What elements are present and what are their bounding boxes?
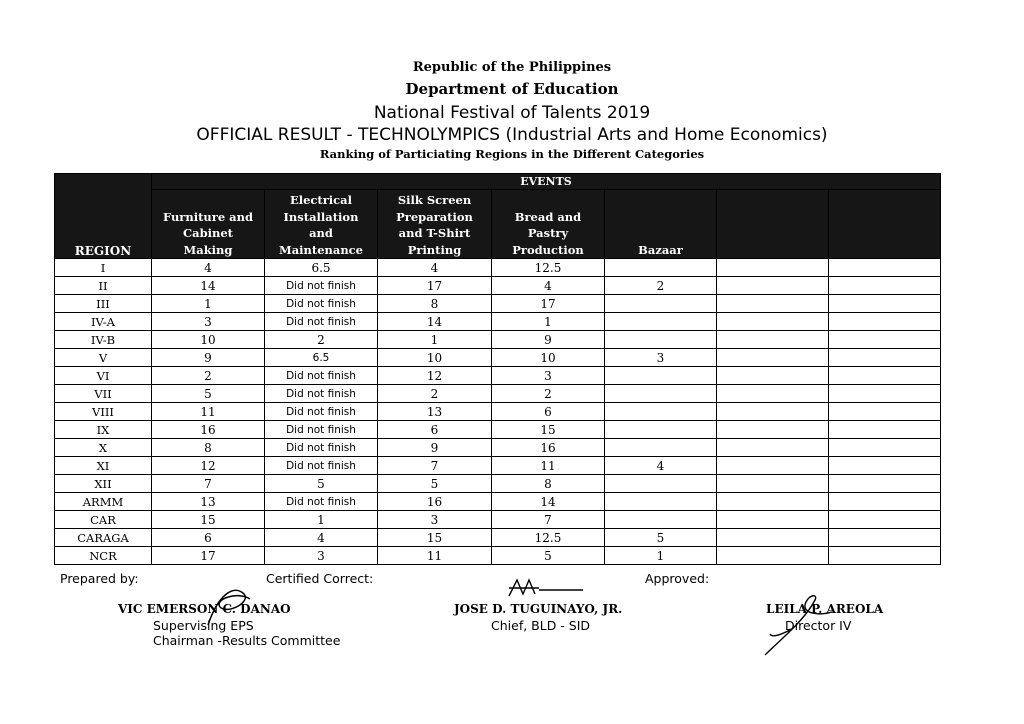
rank-cell: 1: [152, 295, 265, 313]
rank-cell: 2: [605, 277, 717, 295]
approver-name: LEILA P. AREOLA: [766, 602, 884, 616]
rank-cell: [605, 367, 717, 385]
table-row: [55, 349, 941, 367]
certifier-title: Chief, BLD - SID: [491, 618, 591, 633]
rank-cell: [717, 439, 829, 457]
rank-cell: 2: [152, 367, 265, 385]
event-column-header-line: Silk Screen: [397, 193, 472, 207]
event-column-header-line: Production: [512, 242, 584, 257]
event-column-header-line: Installation: [283, 209, 359, 224]
table-row: [55, 385, 941, 403]
table-row: [55, 421, 941, 439]
region-cell: XII: [55, 475, 152, 493]
rank-cell: [829, 529, 941, 547]
rank-cell: [717, 403, 829, 421]
region-cell: IV-B: [55, 331, 152, 349]
rank-cell: [717, 367, 829, 385]
rank-cell: 15: [152, 511, 265, 529]
rank-cell: 6: [378, 421, 492, 439]
rank-cell: [605, 331, 717, 349]
results-table: [54, 173, 941, 565]
rank-cell: 4: [605, 457, 717, 475]
rank-cell: [717, 493, 829, 511]
rank-cell: 8: [492, 475, 605, 493]
rank-cell: 1: [492, 313, 605, 331]
rank-cell: [829, 403, 941, 421]
rank-cell: 5: [605, 529, 717, 547]
table-row: [55, 331, 941, 349]
prepared-by-label: Prepared by:: [60, 571, 139, 586]
rank-cell: Did not finish: [265, 385, 378, 403]
rank-cell: Did not finish: [265, 367, 378, 385]
rank-cell: Did not finish: [265, 313, 378, 331]
rank-cell: 11: [378, 547, 492, 565]
rank-cell: 14: [492, 493, 605, 511]
header-festival: National Festival of Talents 2019: [373, 103, 651, 123]
rank-cell: [605, 259, 717, 277]
header-republic: Republic of the Philippines: [412, 60, 612, 75]
rank-cell: 3: [492, 367, 605, 385]
rank-cell: 3: [152, 313, 265, 331]
event-column-header-line: and: [309, 226, 333, 240]
rank-cell: 5: [378, 475, 492, 493]
rank-cell: 14: [152, 277, 265, 295]
rank-cell: [829, 547, 941, 565]
rank-cell: 16: [378, 493, 492, 511]
rank-cell: 10: [378, 349, 492, 367]
rank-cell: 9: [378, 439, 492, 457]
preparer-name: VIC EMERSON C. DANAO: [118, 602, 291, 616]
event-column-header-line: Preparation: [396, 209, 473, 224]
event-column-header: [605, 190, 717, 259]
region-cell: CAR: [55, 511, 152, 529]
rank-cell: 6.5: [265, 259, 378, 277]
rank-cell: [829, 277, 941, 295]
rank-cell: 8: [378, 295, 492, 313]
rank-cell: [829, 439, 941, 457]
rank-cell: [717, 457, 829, 475]
event-column-header-line: Making: [183, 242, 233, 257]
rank-cell: [717, 313, 829, 331]
rank-cell: 12: [378, 367, 492, 385]
rank-cell: [717, 421, 829, 439]
rank-cell: Did not finish: [265, 421, 378, 439]
table-header: [55, 174, 941, 259]
event-column-header-line: Bazaar: [638, 242, 683, 257]
certified-correct-label: Certified Correct:: [266, 571, 374, 586]
region-cell: NCR: [55, 547, 152, 565]
event-column-header-line: Cabinet: [182, 226, 233, 240]
table-row: [55, 259, 941, 277]
table-body: [55, 259, 941, 565]
rank-cell: [717, 529, 829, 547]
rank-cell: [605, 295, 717, 313]
rank-cell: [717, 331, 829, 349]
rank-cell: 6: [152, 529, 265, 547]
rank-cell: Did not finish: [265, 493, 378, 511]
rank-cell: 2: [378, 385, 492, 403]
table-row: [55, 529, 941, 547]
table-row: [55, 511, 941, 529]
table-row: [55, 367, 941, 385]
rank-cell: [605, 421, 717, 439]
rank-cell: [829, 295, 941, 313]
region-cell: II: [55, 277, 152, 295]
rank-cell: 13: [378, 403, 492, 421]
rank-cell: [717, 277, 829, 295]
header-ranking-title: Ranking of Particiating Regions in the Different Categories: [319, 147, 705, 161]
table-row: [55, 403, 941, 421]
approved-label: Approved:: [645, 571, 710, 586]
approver-title: Director IV: [785, 618, 852, 633]
header-department: Department of Education: [405, 80, 619, 98]
rank-cell: [605, 313, 717, 331]
rank-cell: 15: [492, 421, 605, 439]
event-column-header-line: Pastry: [527, 226, 569, 240]
rank-cell: [829, 493, 941, 511]
region-column-header: REGION: [55, 174, 152, 259]
region-cell: XI: [55, 457, 152, 475]
table-row: [55, 439, 941, 457]
rank-cell: 5: [492, 547, 605, 565]
rank-cell: 1: [605, 547, 717, 565]
rank-cell: [717, 385, 829, 403]
rank-cell: 4: [152, 259, 265, 277]
rank-cell: 4: [378, 259, 492, 277]
event-column-header: [829, 190, 941, 259]
event-column-header-line: Furniture and: [162, 209, 254, 224]
event-column-header-line: Electrical: [289, 193, 352, 207]
rank-cell: [605, 403, 717, 421]
region-cell: VI: [55, 367, 152, 385]
rank-cell: [829, 259, 941, 277]
rank-cell: 1: [378, 331, 492, 349]
rank-cell: 10: [492, 349, 605, 367]
rank-cell: 11: [492, 457, 605, 475]
rank-cell: [717, 475, 829, 493]
table-row: [55, 493, 941, 511]
region-cell: IV-A: [55, 313, 152, 331]
region-cell: I: [55, 259, 152, 277]
event-column-header-line: Printing: [407, 242, 462, 257]
rank-cell: Did not finish: [265, 439, 378, 457]
rank-cell: [717, 511, 829, 529]
region-cell: VII: [55, 385, 152, 403]
rank-cell: 12.5: [492, 259, 605, 277]
rank-cell: 17: [152, 547, 265, 565]
region-cell: VIII: [55, 403, 152, 421]
table-row: [55, 547, 941, 565]
table-row: [55, 475, 941, 493]
rank-cell: 3: [605, 349, 717, 367]
rank-cell: 9: [492, 331, 605, 349]
rank-cell: [605, 511, 717, 529]
rank-cell: [605, 439, 717, 457]
rank-cell: 4: [492, 277, 605, 295]
event-column-header: [492, 190, 605, 259]
rank-cell: 16: [492, 439, 605, 457]
rank-cell: Did not finish: [265, 295, 378, 313]
rank-cell: 10: [152, 331, 265, 349]
rank-cell: 2: [265, 331, 378, 349]
rank-cell: 6.5: [265, 349, 378, 367]
rank-cell: 3: [265, 547, 378, 565]
certifier-name: JOSE D. TUGUINAYO, JR.: [454, 602, 623, 616]
event-column-header-line: Bread and: [514, 209, 582, 224]
table-row: [55, 277, 941, 295]
rank-cell: [829, 385, 941, 403]
rank-cell: [829, 367, 941, 385]
rank-cell: 12.5: [492, 529, 605, 547]
rank-cell: [717, 259, 829, 277]
rank-cell: Did not finish: [265, 277, 378, 295]
rank-cell: 12: [152, 457, 265, 475]
event-column-header-line: Maintenance: [278, 242, 364, 257]
rank-cell: [829, 313, 941, 331]
rank-cell: 7: [492, 511, 605, 529]
event-column-header: [265, 190, 378, 259]
table-row: [55, 295, 941, 313]
rank-cell: 5: [152, 385, 265, 403]
rank-cell: 2: [492, 385, 605, 403]
rank-cell: 7: [378, 457, 492, 475]
rank-cell: 7: [152, 475, 265, 493]
rank-cell: 9: [152, 349, 265, 367]
rank-cell: 3: [378, 511, 492, 529]
rank-cell: [717, 547, 829, 565]
rank-cell: 17: [378, 277, 492, 295]
rank-cell: 8: [152, 439, 265, 457]
rank-cell: [829, 475, 941, 493]
rank-cell: [829, 511, 941, 529]
event-column-header-line: and T-Shirt: [398, 226, 471, 240]
region-cell: III: [55, 295, 152, 313]
table-row: [55, 457, 941, 475]
rank-cell: 6: [492, 403, 605, 421]
event-column-header: [378, 190, 492, 259]
certifier-signature: [505, 576, 585, 600]
region-cell: ARMM: [55, 493, 152, 511]
rank-cell: 16: [152, 421, 265, 439]
region-cell: V: [55, 349, 152, 367]
rank-cell: 15: [378, 529, 492, 547]
rank-cell: 5: [265, 475, 378, 493]
region-cell: X: [55, 439, 152, 457]
header-official-result: OFFICIAL RESULT - TECHNOLYMPICS (Industrial Arts and Home Economics): [196, 125, 828, 145]
event-column-header: [152, 190, 265, 259]
rank-cell: 4: [265, 529, 378, 547]
preparer-role: Chairman -Results Committee: [153, 633, 341, 648]
event-column-header: [717, 190, 829, 259]
rank-cell: [829, 349, 941, 367]
rank-cell: 17: [492, 295, 605, 313]
rank-cell: [605, 493, 717, 511]
rank-cell: Did not finish: [265, 457, 378, 475]
region-cell: CARAGA: [55, 529, 152, 547]
events-header: EVENTS: [152, 174, 941, 190]
rank-cell: 13: [152, 493, 265, 511]
preparer-title: Supervising EPS: [153, 618, 254, 633]
rank-cell: [717, 295, 829, 313]
table-row: [55, 313, 941, 331]
rank-cell: [605, 475, 717, 493]
rank-cell: [829, 457, 941, 475]
rank-cell: [605, 385, 717, 403]
rank-cell: 14: [378, 313, 492, 331]
rank-cell: [717, 349, 829, 367]
rank-cell: 1: [265, 511, 378, 529]
rank-cell: Did not finish: [265, 403, 378, 421]
region-cell: IX: [55, 421, 152, 439]
rank-cell: [829, 421, 941, 439]
rank-cell: 11: [152, 403, 265, 421]
rank-cell: [829, 331, 941, 349]
